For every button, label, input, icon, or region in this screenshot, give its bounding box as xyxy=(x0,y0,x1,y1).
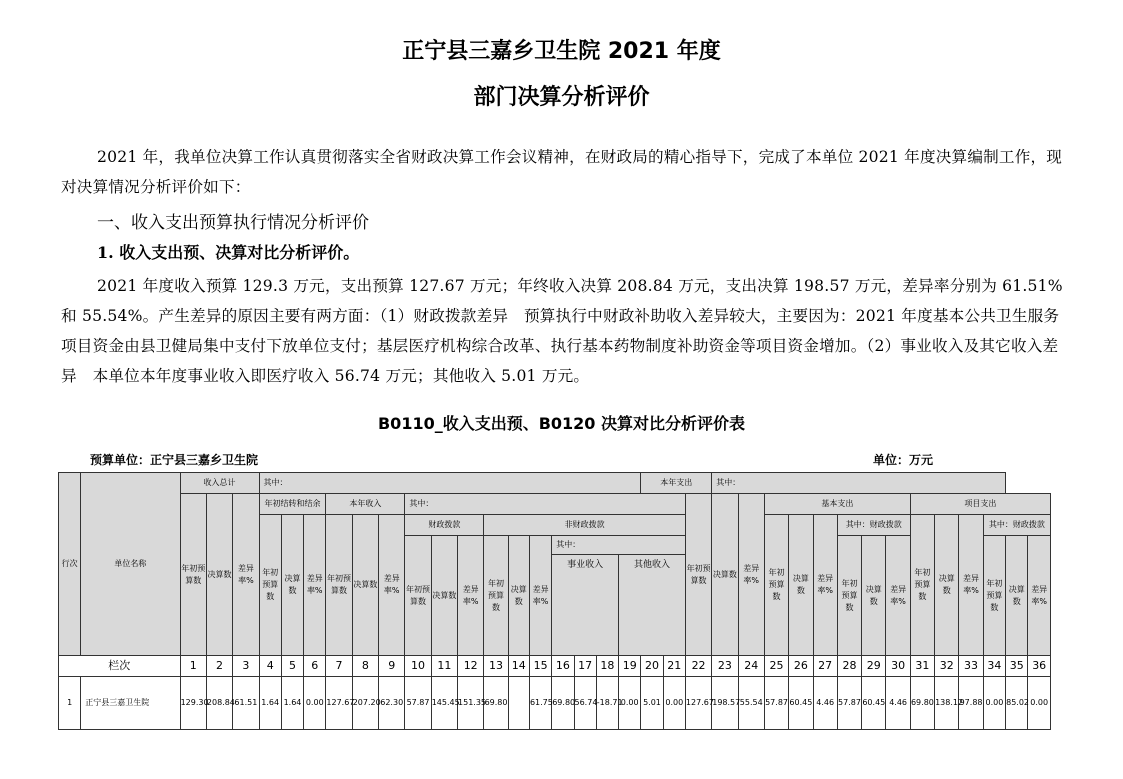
cell-value: 5.01 xyxy=(641,677,663,730)
cell-value: 57.87 xyxy=(764,677,788,730)
cell-value: 4.46 xyxy=(813,677,837,730)
cell-value: -18.71 xyxy=(596,677,618,730)
cell-value: 0.00 xyxy=(663,677,685,730)
header-c36-rate: 差异率% xyxy=(1028,536,1051,656)
col-index: 24 xyxy=(738,656,764,677)
currency-unit-label: 单位：万元 xyxy=(873,453,934,467)
header-c22-budget: 年初预算数 xyxy=(685,494,711,656)
row-number: 1 xyxy=(59,677,81,730)
col-index: 16 xyxy=(552,656,574,677)
col-index: 4 xyxy=(259,656,281,677)
col-index: 34 xyxy=(983,656,1005,677)
cell-value: 151.35 xyxy=(458,677,484,730)
header-c23-final: 决算数 xyxy=(712,494,738,656)
header-basic-expense: 基本支出 xyxy=(764,494,910,515)
header-c4-budget: 年初预算数 xyxy=(259,515,281,656)
cell-value: 97.88 xyxy=(959,677,983,730)
header-c3-rate: 差异率% xyxy=(233,494,259,656)
col-index: 14 xyxy=(508,656,529,677)
col-index: 33 xyxy=(959,656,983,677)
col-index: 1 xyxy=(180,656,206,677)
cell-value: 57.87 xyxy=(837,677,861,730)
header-c33-rate: 差异率% xyxy=(959,515,983,656)
cell-value: 61.75 xyxy=(529,677,551,730)
header-unit-name: 单位名称 xyxy=(81,473,180,656)
cell-value: 69.80 xyxy=(910,677,934,730)
header-c31-budget: 年初预算数 xyxy=(910,515,934,656)
cell-value: 145.45 xyxy=(431,677,457,730)
col-index: 7 xyxy=(326,656,352,677)
cell-value: 56.74 xyxy=(574,677,596,730)
col-index: 6 xyxy=(304,656,326,677)
header-current-income-of-which: 其中： xyxy=(405,494,686,515)
comparison-table xyxy=(58,472,1051,730)
cell-value: 1.64 xyxy=(259,677,281,730)
section-heading: 一、收入支出预算执行情况分析评价 xyxy=(97,213,369,233)
cell-value: 4.46 xyxy=(886,677,910,730)
header-c24-rate: 差异率% xyxy=(738,494,764,656)
col-index: 26 xyxy=(789,656,813,677)
header-c25-budget: 年初预算数 xyxy=(764,515,788,656)
header-c2-final: 决算数 xyxy=(206,494,232,656)
header-basic-of-which-fiscal: 其中：财政拨款 xyxy=(837,515,910,536)
table-title: B0110_收入支出预、B0120 决算对比分析评价表 xyxy=(377,414,746,433)
cell-value: 69.80 xyxy=(484,677,508,730)
header-total-income: 收入总计 xyxy=(180,473,259,494)
header-c7-budget: 年初预算数 xyxy=(326,515,352,656)
col-index: 27 xyxy=(813,656,837,677)
cell-value: 0.00 xyxy=(983,677,1005,730)
page-title-line2: 部门决算分析评价 xyxy=(473,85,650,110)
header-nonfiscal-of-which: 其中： xyxy=(552,536,686,555)
page-title-line1: 正宁县三嘉乡卫生院 2021 年度 xyxy=(402,39,721,64)
cell-value: 127.67 xyxy=(326,677,352,730)
analysis-paragraph: 2021 年度收入预算 129.3 万元，支出预算 127.67 万元；年终收入决算 208.84 万元，支出决算 198.57 万元，差异率分别为 61.51%和 55.54%。产生差异的原因主要有两方面：（1）财政拨款差异 预算执行中财政补助收入差异较大，主要因为：2021 年度基本公共卫生服务项目资金由县卫健局集中支付下放单位支付；基层医疗机构综合改革、执行基本药物制度补助资金等项目资金增加。（2）事业收入及其它收入差异 本单位本年度事业收入即医疗收入 56.74 万元；其他收入 5.01 万元。 xyxy=(61,277,1063,385)
header-c28-budget: 年初预算数 xyxy=(837,536,861,656)
header-other-income: 其他收入 xyxy=(619,555,686,656)
header-project-expense: 项目支出 xyxy=(910,494,1050,515)
cell-value: 129.30 xyxy=(180,677,206,730)
header-project-of-which-fiscal: 其中：财政拨款 xyxy=(983,515,1050,536)
col-index: 3 xyxy=(233,656,259,677)
col-index: 19 xyxy=(619,656,641,677)
col-index: 5 xyxy=(281,656,303,677)
cell-value: 60.45 xyxy=(789,677,813,730)
col-index: 12 xyxy=(458,656,484,677)
header-c1-budget: 年初预算数 xyxy=(180,494,206,656)
header-c15-rate: 差异率% xyxy=(529,536,551,656)
header-c30-rate: 差异率% xyxy=(886,536,910,656)
header-business-income: 事业收入 xyxy=(552,555,619,656)
cell-value: 85.02 xyxy=(1006,677,1028,730)
col-index: 31 xyxy=(910,656,934,677)
cell-value: 207.20 xyxy=(352,677,378,730)
cell-value: 69.80 xyxy=(552,677,574,730)
header-expense-of-which: 其中： xyxy=(712,473,1006,494)
col-index: 17 xyxy=(574,656,596,677)
cell-value: 62.30 xyxy=(379,677,405,730)
header-c8-final: 决算数 xyxy=(352,515,378,656)
col-index: 9 xyxy=(379,656,405,677)
cell-value: 61.51 xyxy=(233,677,259,730)
header-c29-final: 决算数 xyxy=(862,536,886,656)
header-fiscal: 财政拨款 xyxy=(405,515,484,536)
header-c26-final: 决算数 xyxy=(789,515,813,656)
header-nonfiscal: 非财政拨款 xyxy=(484,515,686,536)
budget-unit-label: 预算单位：正宁县三嘉乡卫生院 xyxy=(90,453,259,467)
cell-value: 60.45 xyxy=(862,677,886,730)
header-c13-budget: 年初预算数 xyxy=(484,536,508,656)
col-index: 18 xyxy=(596,656,618,677)
header-current-income: 本年收入 xyxy=(326,494,405,515)
header-c34-budget: 年初预算数 xyxy=(983,536,1005,656)
col-index: 20 xyxy=(641,656,663,677)
column-index-row xyxy=(59,656,1051,677)
header-income-of-which: 其中： xyxy=(259,473,641,494)
table-row xyxy=(59,677,1051,730)
row-unit-name: 正宁县三嘉卫生院 xyxy=(81,677,180,730)
cell-value: 1.64 xyxy=(281,677,303,730)
header-c32-final: 决算数 xyxy=(935,515,959,656)
col-index: 36 xyxy=(1028,656,1051,677)
header-carryover: 年初结转和结余 xyxy=(259,494,326,515)
header-c14-final: 决算数 xyxy=(508,536,529,656)
col-index: 30 xyxy=(886,656,910,677)
cell-value: 0.00 xyxy=(619,677,641,730)
cell-value: 208.84 xyxy=(206,677,232,730)
cell-value: 198.57 xyxy=(712,677,738,730)
cell-value: 55.54 xyxy=(738,677,764,730)
cell-value: 127.67 xyxy=(685,677,711,730)
intro-paragraph: 2021 年，我单位决算工作认真贯彻落实全省财政决算工作会议精神，在财政局的精心指导下，完成了本单位 2021 年度决算编制工作，现对决算情况分析评价如下： xyxy=(61,148,1063,196)
col-index: 29 xyxy=(862,656,886,677)
col-index: 32 xyxy=(935,656,959,677)
col-index: 25 xyxy=(764,656,788,677)
header-c27-rate: 差异率% xyxy=(813,515,837,656)
header-c10-budget: 年初预算数 xyxy=(405,536,431,656)
cell-value: 0.00 xyxy=(304,677,326,730)
col-index: 10 xyxy=(405,656,431,677)
col-index: 13 xyxy=(484,656,508,677)
header-c12-rate: 差异率% xyxy=(458,536,484,656)
cell-value: 57.87 xyxy=(405,677,431,730)
subsection-heading: 1. 收入支出预、决算对比分析评价。 xyxy=(97,243,360,262)
header-lanci: 栏次 xyxy=(59,656,181,677)
col-index: 11 xyxy=(431,656,457,677)
col-index: 15 xyxy=(529,656,551,677)
cell-value: 0.00 xyxy=(1028,677,1051,730)
header-c35-final: 决算数 xyxy=(1006,536,1028,656)
col-index: 28 xyxy=(837,656,861,677)
cell-value: 138.12 xyxy=(935,677,959,730)
col-index: 22 xyxy=(685,656,711,677)
header-c9-rate: 差异率% xyxy=(379,515,405,656)
col-index: 2 xyxy=(206,656,232,677)
header-current-expense: 本年支出 xyxy=(641,473,712,494)
header-row-no: 行次 xyxy=(59,473,81,656)
col-index: 23 xyxy=(712,656,738,677)
col-index: 21 xyxy=(663,656,685,677)
col-index: 35 xyxy=(1006,656,1028,677)
col-index: 8 xyxy=(352,656,378,677)
header-c6-rate: 差异率% xyxy=(304,515,326,656)
header-c11-final: 决算数 xyxy=(431,536,457,656)
header-c5-final: 决算数 xyxy=(281,515,303,656)
cell-value xyxy=(508,677,529,730)
